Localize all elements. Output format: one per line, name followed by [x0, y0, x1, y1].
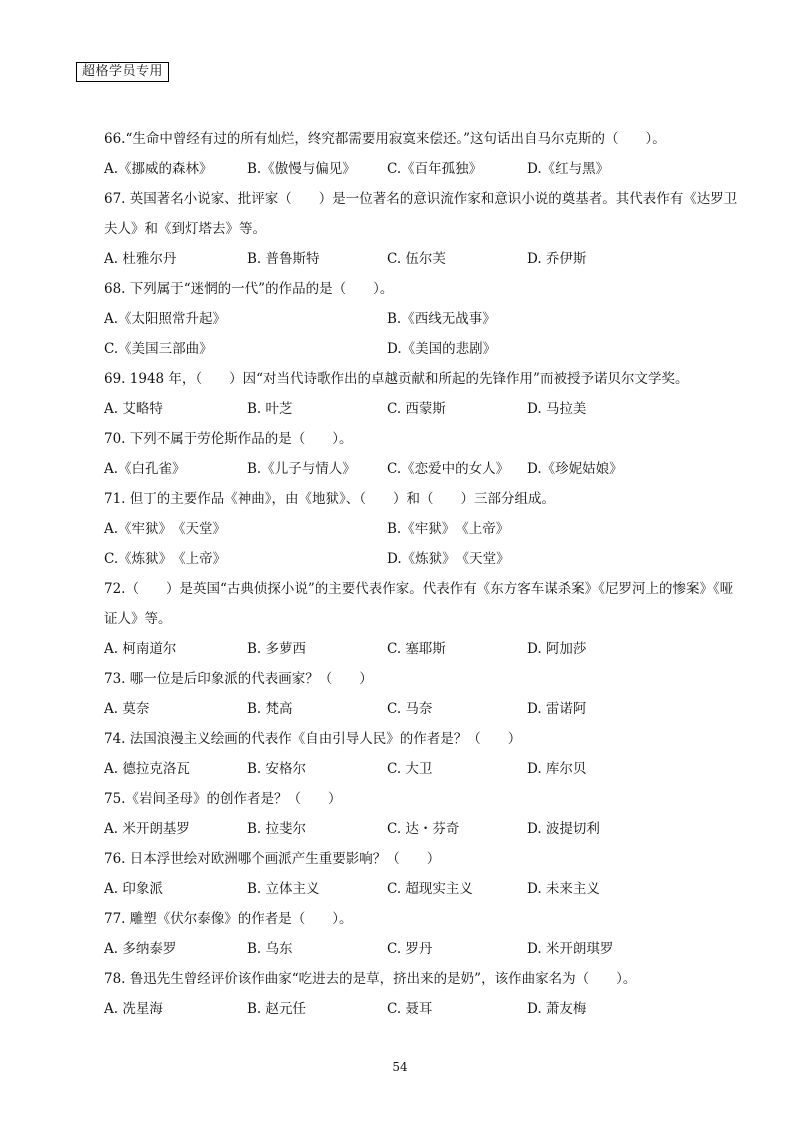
option-a: A.《牢狱》 《天堂》 [104, 521, 227, 537]
options-76 [104, 874, 744, 904]
options-78 [104, 994, 744, 1024]
option-a: A. 艾略特 [104, 401, 163, 417]
options-77 [104, 934, 744, 964]
option-b: B. 赵元任 [247, 1001, 307, 1017]
option-b: B. 普鲁斯特 [247, 251, 320, 267]
option-d: D. 未来主义 [527, 881, 600, 897]
option-d: D. 马拉美 [527, 401, 587, 417]
option-c: C.《炼狱》 《上帝》 [104, 551, 227, 567]
option-c: C. 罗丹 [387, 941, 433, 957]
options-74 [104, 754, 744, 784]
option-b: B. 多萝西 [247, 641, 307, 657]
option-d: D.《珍妮姑娘》 [527, 461, 623, 477]
option-d: D. 萧友梅 [527, 1001, 587, 1017]
option-d: D. 阿加莎 [527, 641, 587, 657]
option-c: C. 马奈 [387, 701, 433, 717]
option-a: A. 米开朗基罗 [104, 821, 190, 837]
option-b: B. 乌东 [247, 941, 293, 957]
options-72 [104, 634, 744, 664]
option-a: A. 杜雅尔丹 [104, 251, 177, 267]
option-d: D.《美国的悲剧》 [387, 341, 497, 357]
option-b: B. 立体主义 [247, 881, 320, 897]
question-75: 75.《岩间圣母》的创作者是？（ ） [104, 791, 342, 807]
option-a: A. 柯南道尔 [104, 641, 177, 657]
options-66 [104, 154, 744, 184]
options-73 [104, 694, 744, 724]
question-74: 74. 法国浪漫主义绘画的代表作《自由引导人民》的作者是？（ ） [104, 731, 522, 747]
question-67: 67. 英国著名小说家、批评家（ ）是一位著名的意识流作家和意识小说的奠基者。其代表作有《达罗卫夫人》和《到灯塔去》等。 [104, 191, 738, 237]
option-d: D. 库尔贝 [527, 761, 587, 777]
question-72: 72.（ ）是英国“古典侦探小说”的主要代表作家。代表作有《东方客车谋杀案》《尼罗河上的惨案》《哑证人》等。 [104, 581, 734, 627]
options-69 [104, 394, 744, 424]
option-b: B. 叶芝 [247, 401, 293, 417]
option-b: B.《西线无战事》 [387, 311, 496, 327]
option-d: D. 波提切利 [527, 821, 600, 837]
option-a: A. 莫奈 [104, 701, 150, 717]
option-c: C.《美国三部曲》 [104, 341, 213, 357]
options-68-row2 [104, 334, 744, 364]
option-d: D.《红与黑》 [527, 161, 610, 177]
question-66: 66.“生命中曾经有过的所有灿烂，终究都需要用寂寞来偿还。”这句话出自马尔克斯的（ ）。 [104, 131, 666, 147]
option-b: B.《傲慢与偏见》 [247, 161, 356, 177]
option-d: D. 米开朗琪罗 [527, 941, 614, 957]
options-68-row1 [104, 304, 744, 334]
question-69: 69. 1948 年，（ ）因“对当代诗歌作出的卓越贡献和所起的先锋作用”而被授予诺贝尔文学奖。 [104, 371, 689, 387]
option-c: C. 大卫 [387, 761, 433, 777]
option-c: C.《百年孤独》 [387, 161, 483, 177]
option-a: A.《太阳照常升起》 [104, 311, 227, 327]
options-70 [104, 454, 744, 484]
options-71-row1 [104, 514, 744, 544]
header-stamp: 超格学员专用 [76, 62, 169, 82]
option-d: D. 雷诺阿 [527, 701, 587, 717]
option-a: A. 德拉克洛瓦 [104, 761, 190, 777]
question-70: 70. 下列不属于劳伦斯作品的是（ ）。 [104, 431, 353, 447]
option-c: C. 超现实主义 [387, 881, 473, 897]
option-a: A. 印象派 [104, 881, 163, 897]
question-77: 77. 雕塑《伏尔泰像》的作者是（ ）。 [104, 911, 353, 927]
option-b: B.《牢狱》 《上帝》 [387, 521, 510, 537]
option-b: B. 安格尔 [247, 761, 307, 777]
option-c: C. 伍尔芙 [387, 251, 446, 267]
option-a: A.《挪威的森林》 [104, 161, 213, 177]
question-76: 76. 日本浮世绘对欧洲哪个画派产生重要影响？（ ） [104, 851, 441, 867]
option-a: A. 冼星海 [104, 1001, 163, 1017]
option-b: B. 梵高 [247, 701, 293, 717]
page-number: 54 [392, 1060, 408, 1074]
option-c: C. 西蒙斯 [387, 401, 446, 417]
option-a: A. 多纳泰罗 [104, 941, 177, 957]
question-78: 78. 鲁迅先生曾经评价该作曲家“吃进去的是草，挤出来的是奶”，该作曲家名为（ ）。 [104, 971, 637, 987]
question-68: 68. 下列属于“迷惘的一代”的作品的是（ ）。 [104, 281, 394, 297]
options-71-row2 [104, 544, 744, 574]
option-d: D. 乔伊斯 [527, 251, 587, 267]
option-a: A.《白孔雀》 [104, 461, 186, 477]
question-71: 71. 但丁的主要作品《神曲》，由《地狱》、（ ）和（ ）三部分组成。 [104, 491, 556, 507]
option-c: C. 塞耶斯 [387, 641, 446, 657]
option-c: C.《恋爱中的女人》 [387, 461, 510, 477]
option-b: B. 拉斐尔 [247, 821, 307, 837]
option-c: C. 聂耳 [387, 1001, 433, 1017]
option-d: D.《炼狱》 《天堂》 [387, 551, 510, 567]
question-73: 73. 哪一位是后印象派的代表画家？（ ） [104, 671, 373, 687]
options-67 [104, 244, 744, 274]
option-c: C. 达・芬奇 [387, 821, 460, 837]
options-75 [104, 814, 744, 844]
option-b: B.《儿子与情人》 [247, 461, 356, 477]
